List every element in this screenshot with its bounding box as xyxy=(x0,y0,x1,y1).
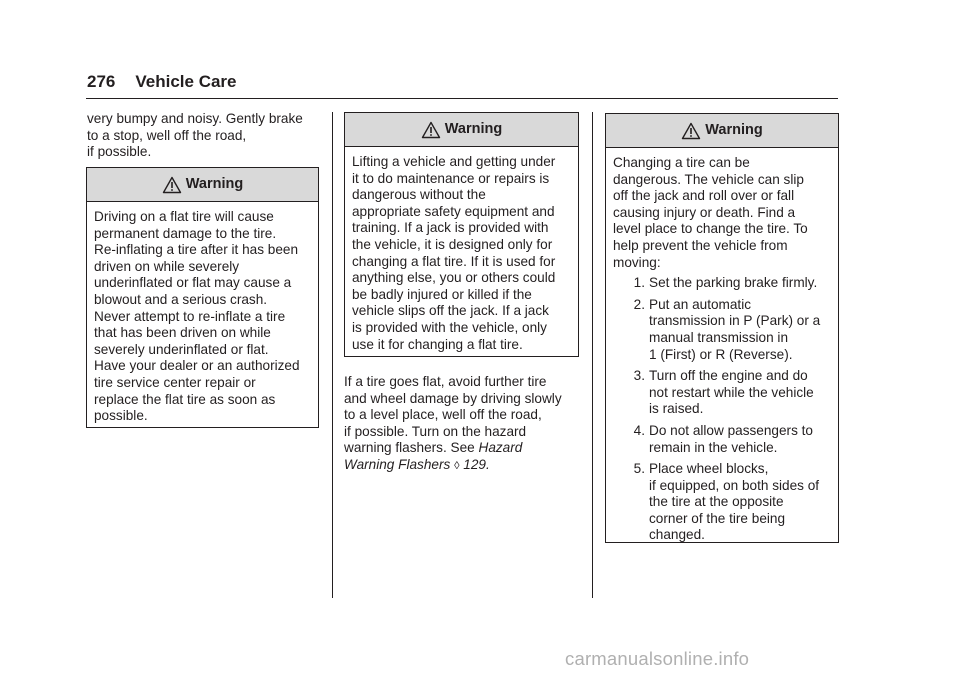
text-line: anything else, you or others could xyxy=(352,270,556,286)
text-line: Have your dealer or an authorized xyxy=(94,358,300,374)
text-line: use it for changing a flat tire. xyxy=(352,336,523,352)
text-line: moving: xyxy=(613,254,661,270)
text-line: Never attempt to re-inflate a tire xyxy=(94,308,286,324)
text-line: blowout and a serious crash. xyxy=(94,291,268,307)
warning-body xyxy=(606,148,838,557)
text-line: Driving on a flat tire will cause xyxy=(94,209,274,224)
text-line: to a stop, well off the road, xyxy=(87,127,247,143)
warning-header xyxy=(87,168,318,202)
text-line: If a tire goes flat, avoid further tire xyxy=(344,374,547,389)
xref-title: Hazard xyxy=(478,440,523,456)
text-line: it to do maintenance or repairs is xyxy=(352,170,550,186)
list-item xyxy=(613,461,831,544)
step-number: 5. xyxy=(633,461,645,477)
text-line: be badly injured or killed if the xyxy=(352,286,532,302)
step-text xyxy=(649,423,831,456)
text-line: off the jack and roll over or fall xyxy=(613,188,795,204)
warning-label: Warning xyxy=(444,121,503,138)
step-number: 1. xyxy=(633,275,645,291)
text-segment: warning flashers. See xyxy=(344,440,479,456)
text-line: if equipped, on both sides of xyxy=(649,477,820,493)
xref-symbol: ◊ xyxy=(454,459,460,472)
text-line: if possible. Turn on the hazard xyxy=(344,423,527,439)
text-line: level place to change the tire. To xyxy=(613,221,808,237)
warning-header xyxy=(606,114,838,148)
step-text xyxy=(649,275,831,292)
text-line: corner of the tire being xyxy=(649,510,786,526)
warning-box-flat-tire xyxy=(86,167,319,428)
step-text xyxy=(649,297,831,363)
text-line: causing injury or death. Find a xyxy=(613,204,796,220)
column-separator-2 xyxy=(592,112,593,598)
text-line: Set the parking brake firmly. xyxy=(649,275,818,291)
header-rule xyxy=(86,98,838,99)
text-line: very bumpy and noisy. Gently brake xyxy=(87,111,303,126)
text-line: Lifting a vehicle and getting under xyxy=(352,154,556,169)
warning-icon xyxy=(162,176,182,194)
text-line: Put an automatic xyxy=(649,296,752,312)
text-line: that has been driven on while xyxy=(94,325,271,341)
text-line: remain in the vehicle. xyxy=(649,439,778,455)
warning-body xyxy=(87,202,318,433)
warning-box-jack-use xyxy=(344,112,579,357)
text-line: severely underinflated or flat. xyxy=(94,341,269,357)
text-line: underinflated or flat may cause a xyxy=(94,275,292,291)
text-line: transmission in P (Park) or a xyxy=(649,313,821,329)
step-number: 2. xyxy=(633,296,645,312)
list-item xyxy=(613,275,831,292)
text-line: permanent damage to the tire. xyxy=(94,225,277,241)
warning-box-changing-tire xyxy=(605,113,839,543)
text-line: driven on while severely xyxy=(94,258,240,274)
text-line: dangerous without the xyxy=(352,187,486,203)
text-line: appropriate safety equipment and xyxy=(352,203,555,219)
text-line: not restart while the vehicle xyxy=(649,384,814,400)
warning-label: Warning xyxy=(705,122,763,139)
text-line xyxy=(344,440,584,457)
text-line: Turn off the engine and do xyxy=(649,368,808,384)
left-intro xyxy=(87,111,322,161)
list-item xyxy=(613,368,831,418)
text-line: Changing a tire can be xyxy=(613,155,750,170)
text-line: changed. xyxy=(649,527,705,543)
step-number: 4. xyxy=(633,422,645,438)
page-header xyxy=(87,72,237,92)
step-number: 3. xyxy=(633,368,645,384)
warning-body xyxy=(345,147,578,361)
list-item xyxy=(613,297,831,363)
text-line: training. If a jack is provided with xyxy=(352,220,549,236)
xref-page: 129 xyxy=(463,456,486,472)
text-line: replace the flat tire as soon as xyxy=(94,391,276,407)
section-title: Vehicle Care xyxy=(135,72,237,91)
text-line: Re-inflating a tire after it has been xyxy=(94,242,299,258)
xref-title: Warning Flashers xyxy=(344,456,451,472)
flat-tire-paragraph xyxy=(344,374,584,475)
warning-header xyxy=(345,113,578,147)
text-line: changing a flat tire. If it is used for xyxy=(352,253,556,269)
text-line: the tire at the opposite xyxy=(649,494,784,510)
text-line: Do not allow passengers to xyxy=(649,422,813,438)
text-line: to a level place, well off the road, xyxy=(344,407,542,423)
text-line: 1 (First) or R (Reverse). xyxy=(649,346,793,362)
text-line: possible. xyxy=(94,408,148,424)
step-text xyxy=(649,368,831,418)
watermark: carmanualsonline.info xyxy=(565,648,750,669)
text-line: help prevent the vehicle from xyxy=(613,237,788,253)
text-line: if possible. xyxy=(87,144,152,160)
text-line: the vehicle, it is designed only for xyxy=(352,236,553,252)
steps-list xyxy=(613,275,831,544)
text-line: is provided with the vehicle, only xyxy=(352,319,547,335)
list-item xyxy=(613,423,831,456)
text-line: is raised. xyxy=(649,401,704,417)
warning-label: Warning xyxy=(185,176,244,193)
text-line: tire service center repair or xyxy=(94,374,256,390)
warning-icon xyxy=(421,121,441,139)
text-line: and wheel damage by driving slowly xyxy=(344,390,562,406)
page-number: 276 xyxy=(87,72,116,91)
text-line: manual transmission in xyxy=(649,329,789,345)
step-text xyxy=(649,461,831,544)
xref-link[interactable]: Warning Flashers ◊ 129. xyxy=(344,456,490,472)
warning-icon xyxy=(681,122,701,140)
column-separator-1 xyxy=(332,112,333,598)
text-line: Place wheel blocks, xyxy=(649,461,769,477)
text-line: vehicle slips off the jack. If a jack xyxy=(352,303,549,319)
text-line: dangerous. The vehicle can slip xyxy=(613,171,804,187)
